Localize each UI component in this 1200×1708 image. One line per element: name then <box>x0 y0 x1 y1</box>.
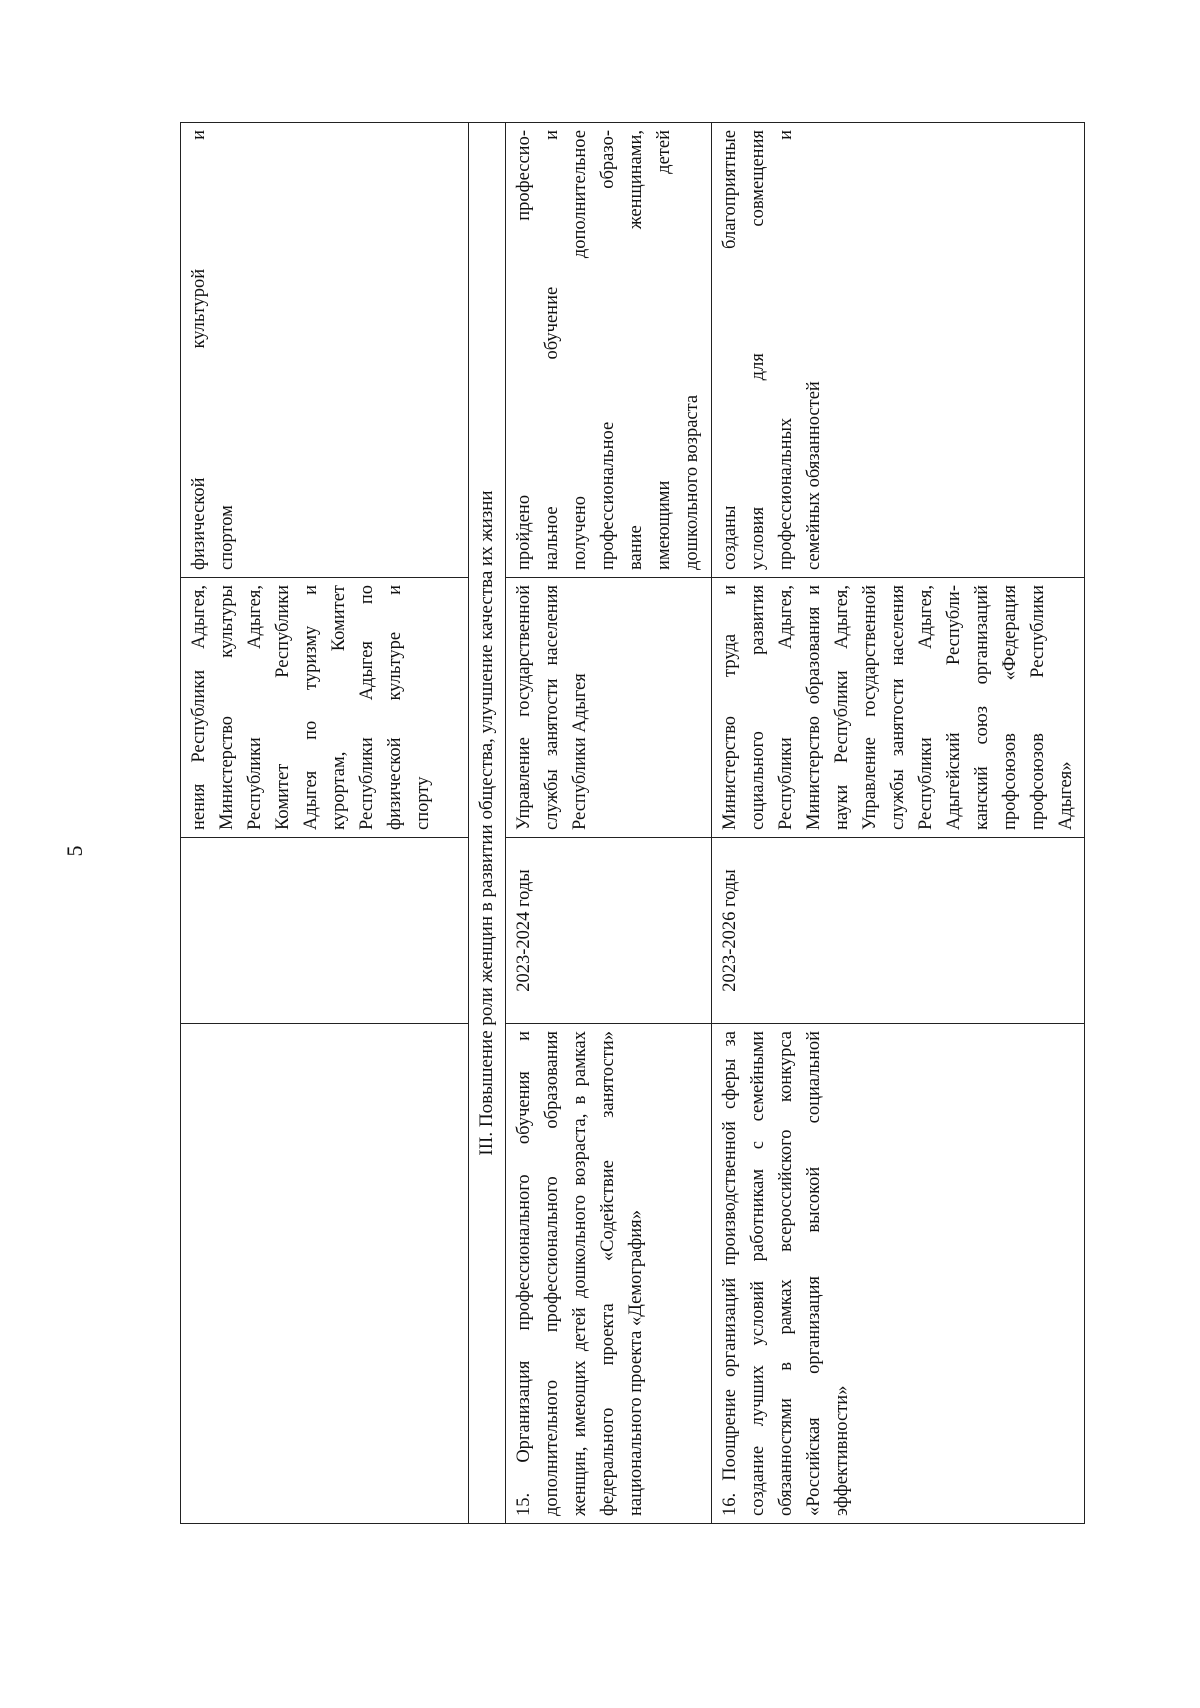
executors-line: социального развития <box>748 585 768 830</box>
measure-line: женщин, имеющих детей дошкольного возраста, в рамках <box>570 1031 590 1516</box>
executors-line: Республики Адыгея, <box>245 585 265 830</box>
period-cell: 2023-2026 годы <box>712 838 1085 1024</box>
result-line: профессиональных и <box>776 130 796 570</box>
executors-line: физической культуре и <box>385 585 405 830</box>
measure-line: эффективности» <box>832 1385 852 1516</box>
page-number: 5 <box>62 845 87 857</box>
result-cell <box>181 123 469 578</box>
executors-line: профсоюзов «Федерация <box>1000 585 1020 830</box>
executors-cell <box>506 578 712 838</box>
executors-line: Адыгея по туризму и <box>301 585 321 830</box>
result-cell <box>712 123 1085 578</box>
executors-line: Управление государственной <box>514 585 534 830</box>
measure-line: федерального проекта «Содействие занятости» <box>598 1031 618 1516</box>
executors-cell <box>181 578 469 838</box>
result-line: имеющими детей <box>654 130 674 570</box>
result-line: нальное обучение и <box>542 130 562 570</box>
executors-line: службы занятости населения <box>542 585 562 830</box>
measure-line: 15. Организация профессионального обучения и <box>514 1031 534 1516</box>
measure-line: дополнительного профессионального образования <box>542 1031 562 1516</box>
measure-line: создание лучших условий работникам с семейными <box>748 1031 768 1516</box>
executors-line: Республики Адыгея, <box>916 585 936 830</box>
period-cell <box>181 838 469 1024</box>
result-line: физической культурой и <box>189 130 209 570</box>
executors-line: Министерство образования и <box>804 585 824 830</box>
result-line: семейных обязанностей <box>804 381 824 570</box>
executors-line: курортам, Комитет <box>329 585 349 830</box>
measure-line: «Российская организация высокой социальной <box>804 1031 824 1516</box>
executors-line: спорту <box>413 776 433 830</box>
executors-line: нения Республики Адыгея, <box>189 585 209 830</box>
result-line: вание женщинами, <box>626 130 646 570</box>
result-cell <box>506 123 712 578</box>
measure-cell <box>712 1024 1085 1524</box>
executors-line: Министерство труда и <box>720 585 740 830</box>
executors-line: Адыгейский Республи- <box>944 585 964 830</box>
executors-cell <box>712 578 1085 838</box>
result-line: пройдено профессио- <box>514 130 534 570</box>
measure-line: 16. Поощрение организаций производственной сферы за <box>720 1031 740 1516</box>
result-line: спортом <box>217 505 237 570</box>
table-wrapper <box>180 123 1076 1524</box>
measures-table <box>180 122 1085 1524</box>
result-line: дошкольного возраста <box>682 394 702 570</box>
executors-line: Адыгея» <box>1056 761 1076 830</box>
executors-line: Управление государственной <box>860 585 880 830</box>
table-row-16 <box>712 123 1085 1524</box>
measure-cell <box>506 1024 712 1524</box>
executors-line: Комитет Республики <box>273 585 293 830</box>
period-cell: 2023-2024 годы <box>506 838 712 1024</box>
executors-line: Республики Адыгея, <box>776 585 796 830</box>
executors-line: Министерство культуры <box>217 585 237 830</box>
measure-line: обязанностями в рамках всероссийского конкурса <box>776 1031 796 1516</box>
executors-line: службы занятости населения <box>888 585 908 830</box>
table-row-15 <box>506 123 712 1524</box>
table-row-continuation <box>181 123 469 1524</box>
executors-line: Республики Адыгея <box>570 673 590 830</box>
result-line: получено дополнительное <box>570 130 590 570</box>
result-line: профессиональное образо- <box>598 130 618 570</box>
result-line: условия для совмещения <box>748 130 768 570</box>
executors-line: канский союз организаций <box>972 585 992 830</box>
executors-line: науки Республики Адыгея, <box>832 585 852 830</box>
executors-line: Республики Адыгея по <box>357 585 377 830</box>
result-line: созданы благоприятные <box>720 130 740 570</box>
measure-cell <box>181 1024 469 1524</box>
section-heading: III. Повышение роли женщин в развитии общества, улучшение качества их жизни <box>469 123 506 1524</box>
measure-line: национального проекта «Демография» <box>626 1210 646 1516</box>
executors-line: профсоюзов Республики <box>1028 585 1048 830</box>
section-row <box>469 123 506 1524</box>
